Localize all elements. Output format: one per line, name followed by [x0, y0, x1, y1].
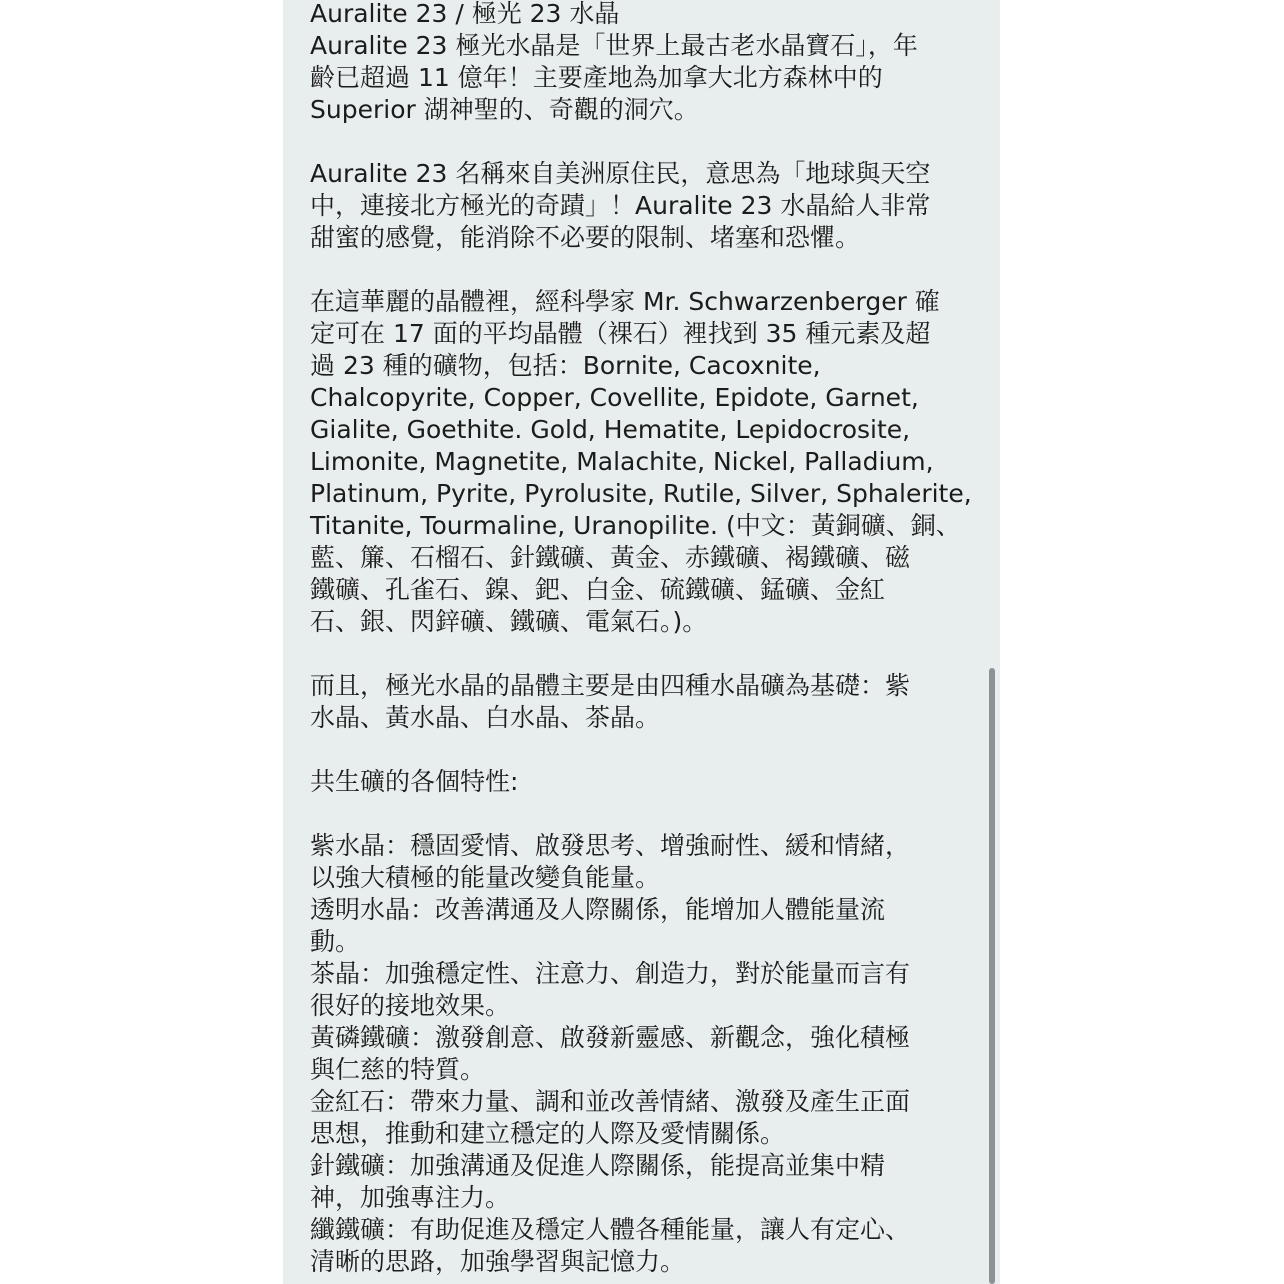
text-line: 而且，極光水晶的晶體主要是由四種水晶礦為基礎：紫 [310, 671, 911, 700]
text-line: 水晶、黃水晶、白水晶、茶晶。 [310, 703, 661, 732]
text-line: 纖鐵礦：有助促進及穩定人體各種能量，讓人有定心、 [310, 1215, 911, 1244]
text-line: 以強大積極的能量改變負能量。 [310, 863, 661, 892]
text-line: 定可在 17 面的平均晶體（裸石）裡找到 35 種元素及超 [310, 319, 931, 348]
text-line: Auralite 23 極光水晶是「世界上最古老水晶寶石」，年 [310, 31, 918, 60]
text-line: Titanite, Tourmaline, Uranopilite. (中文：黃銅礦、銅、 [310, 511, 961, 540]
text-line: 藍、簾、石榴石、針鐵礦、黃金、赤鐵礦、褐鐵礦、磁 [310, 543, 911, 572]
text-line: 透明水晶：改善溝通及人際關係，能增加人體能量流 [310, 895, 886, 924]
text-line: 甜蜜的感覺，能消除不必要的限制、堵塞和恐懼。 [310, 223, 861, 252]
text-line: 金紅石：帶來力量、調和並改善情緒、激發及產生正面 [310, 1087, 911, 1116]
text-line: 黃磷鐵礦：激發創意、啟發新靈感、新觀念，強化積極 [310, 1023, 911, 1052]
text-line: Platinum, Pyrite, Pyrolusite, Rutile, Silver, Sphalerite, [310, 479, 972, 508]
text-line: 茶晶：加強穩定性、注意力、創造力，對於能量而言有 [310, 959, 911, 988]
note-panel [283, 0, 1000, 1284]
text-line: 在這華麗的晶體裡，經科學家 Mr. Schwarzenberger 確 [310, 287, 940, 316]
scrollbar-thumb[interactable] [989, 668, 995, 1284]
text-line: 共生礦的各個特性: [310, 767, 519, 796]
text-line: Superior 湖神聖的、奇觀的洞穴。 [310, 95, 699, 124]
text-line: Limonite, Magnetite, Malachite, Nickel, Palladium, [310, 447, 934, 476]
text-line: 齡已超過 11 億年！主要產地為加拿大北方森林中的 [310, 63, 883, 92]
text-line: 過 23 種的礦物，包括：Bornite, Cacoxnite, [310, 351, 821, 380]
scrollbar-track[interactable] [989, 0, 995, 1284]
blank-line [310, 798, 980, 830]
text-line: 針鐵礦：加強溝通及促進人際關係，能提高並集中精 [310, 1151, 886, 1180]
text-line: 紫水晶：穩固愛情、啟發思考、增強耐性、緩和情緒， [310, 831, 911, 860]
text-line: 與仁慈的特質。 [310, 1055, 486, 1084]
text-line: Chalcopyrite, Copper, Covellite, Epidote, Garnet, [310, 383, 919, 412]
text-line: 鐵礦、孔雀石、鎳、鈀、白金、硫鐵礦、錳礦、金紅 [310, 575, 886, 604]
text-line: 清晰的思路，加強學習與記憶力。 [310, 1247, 686, 1276]
blank-line [310, 254, 980, 286]
text-line: 中，連接北方極光的奇蹟」！Auralite 23 水晶給人非常 [310, 191, 931, 220]
note-text-area[interactable] [310, 0, 980, 1278]
text-line: 動。 [310, 927, 361, 956]
blank-line [310, 734, 980, 766]
text-line: Auralite 23 名稱來自美洲原住民，意思為「地球與天空 [310, 159, 931, 188]
text-line: Auralite 23 / 極光 23 水晶 [310, 0, 620, 28]
text-line: 神，加強專注力。 [310, 1183, 511, 1212]
blank-line [310, 126, 980, 158]
text-line: 石、銀、閃鋅礦、鐵礦、電氣石。)。 [310, 607, 708, 636]
blank-line [310, 638, 980, 670]
text-line: 思想，推動和建立穩定的人際及愛情關係。 [310, 1119, 786, 1148]
text-line: Gialite, Goethite. Gold, Hematite, Lepidocrosite, [310, 415, 911, 444]
text-line: 很好的接地效果。 [310, 991, 511, 1020]
